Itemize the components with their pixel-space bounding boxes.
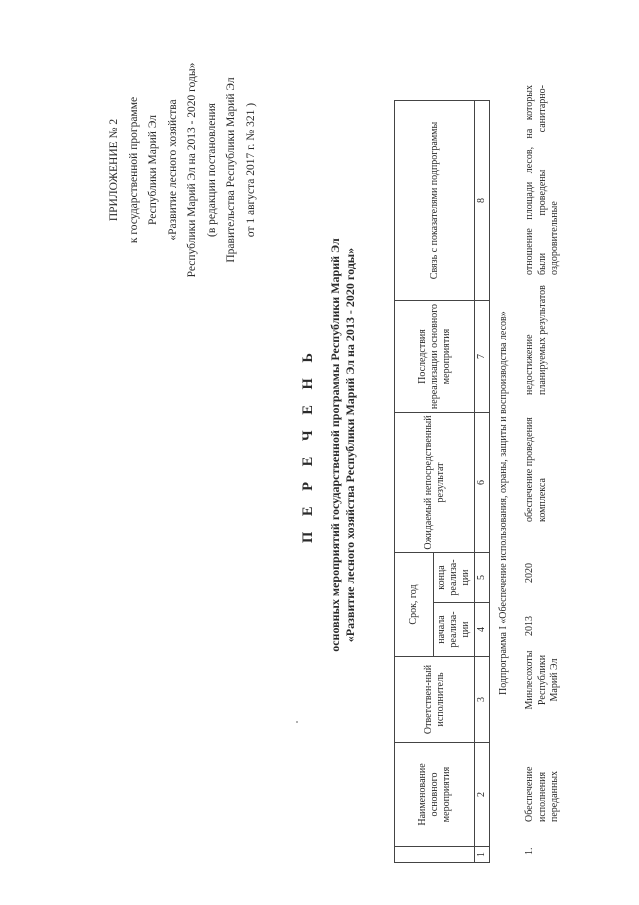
column-number-row — [475, 101, 490, 863]
column-number: 7 — [475, 301, 490, 413]
header-link: Связь с показателями подпрограммы — [395, 101, 475, 301]
appendix-block — [105, 0, 261, 340]
row-executor: Минлесохоты Республики Марий Эл — [524, 650, 560, 710]
header-consequences: Последствия нереализации основного мероприятия — [395, 301, 475, 413]
row-end-year: 2020 — [524, 563, 535, 583]
column-number: 3 — [475, 657, 490, 743]
subtitle-line-1: основных мероприятий государственной программы Республики Марий Эл — [328, 238, 342, 652]
appendix-line: (в редакции постановления — [205, 103, 218, 237]
header-executor: Ответствен-ный исполнитель — [395, 657, 475, 743]
header-number — [395, 847, 475, 863]
appendix-line: Правительства Республики Марий Эл — [225, 77, 237, 263]
row-start-year: 2013 — [524, 616, 535, 636]
column-number: 4 — [475, 603, 490, 657]
subprogram-label: Подпрограмма I «Обеспечение использования, охраны, защиты и воспроизводства лесов» — [498, 311, 509, 695]
row-indicator-link: отношение площади лесов, на которых были проведены санитарно-оздоровительные — [524, 85, 560, 275]
subtitle-line-2: «Развитие лесного хозяйства Республики Марий Эл на 2013 - 2020 годы» — [343, 247, 357, 643]
header-start: начала реализа-ции — [434, 603, 475, 657]
appendix-line: к государственной программе — [127, 96, 140, 244]
scan-speck — [296, 721, 298, 723]
header-result: Ожидаемый непосредственный результат — [395, 413, 475, 553]
appendix-line: ПРИЛОЖЕНИЕ № 2 — [108, 118, 120, 222]
column-number: 8 — [475, 101, 490, 301]
appendix-line: Республики Марий Эл на 2013 - 2020 годы» — [186, 62, 198, 278]
document-subtitle — [328, 135, 358, 755]
header-row-1 — [395, 101, 434, 863]
row-consequences: недостижение планируемых результатов — [524, 285, 548, 395]
appendix-line: Республики Марий Эл — [147, 115, 159, 226]
appendix-line: от 1 августа 2017 г. № 321 ) — [244, 102, 257, 238]
column-number: 1 — [475, 847, 490, 863]
column-number: 6 — [475, 413, 490, 553]
document-title: П Е Р Е Ч Е Н Ь — [300, 346, 316, 544]
row-expected-result: обеспечение проведения комплекса — [524, 417, 548, 522]
header-name: Наименование основного мероприятия — [395, 743, 475, 847]
column-number: 2 — [475, 743, 490, 847]
row-number: 1. — [524, 847, 535, 855]
header-period: Срок, год — [395, 553, 434, 657]
appendix-line: «Развитие лесного хозяйства — [166, 99, 179, 241]
column-number: 5 — [475, 553, 490, 603]
measures-table — [394, 100, 490, 863]
row-measure-name: Обеспечение исполнения переданных — [524, 766, 560, 822]
header-end: конца реализа-ции — [434, 553, 475, 603]
